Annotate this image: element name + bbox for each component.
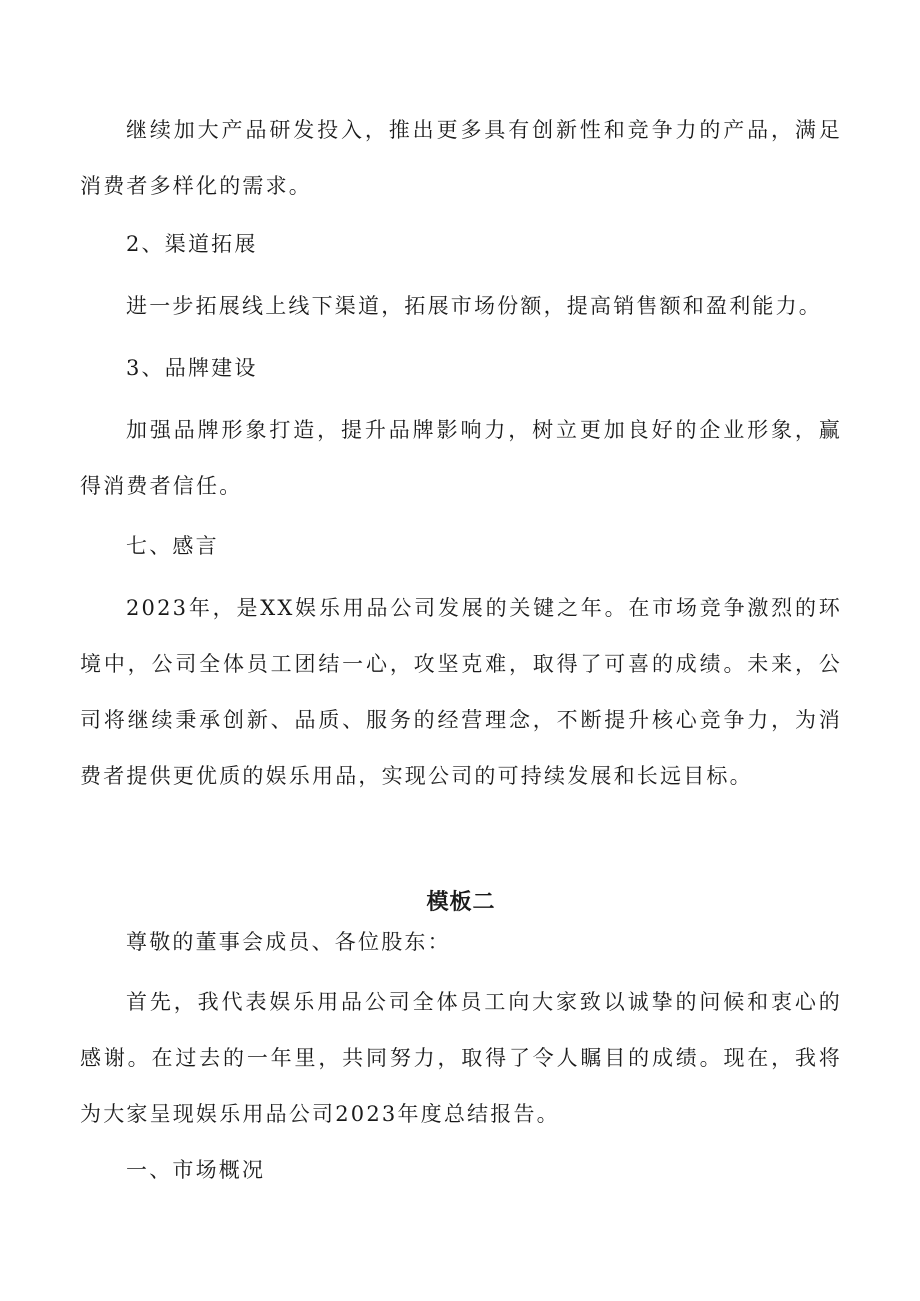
paragraph-brand-building: 加强品牌形象打造，提升品牌影响力，树立更加良好的企业形象，赢得消费者信任。	[80, 418, 842, 498]
paragraph-channel-expansion: 进一步拓展线上线下渠道，拓展市场份额，提高销售额和盈利能力。	[126, 294, 822, 318]
paragraph-product-rd: 继续加大产品研发投入，推出更多具有创新性和竞争力的产品，满足消费者多样化的需求。	[80, 118, 842, 198]
subheading-thanks: 七、感言	[126, 534, 219, 558]
salutation: 尊敬的董事会成员、各位股东：	[126, 930, 451, 954]
paragraph-intro: 首先，我代表娱乐用品公司全体员工向大家致以诚挚的问候和衷心的感谢。在过去的一年里，共同努力，取得了令人瞩目的成绩。现在，我将为大家呈现娱乐用品公司2023年度总结报告。	[80, 990, 842, 1126]
paragraph-thanks: 2023年，是XX娱乐用品公司发展的关键之年。在市场竞争激烈的环境中，公司全体员工团结一心，攻坚克难，取得了可喜的成绩。未来，公司将继续秉承创新、品质、服务的经营理念，不断提升核心竞争力，为消费者提供更优质的娱乐用品，实现公司的可持续发展和长远目标。	[80, 596, 842, 788]
section-market-overview: 一、市场概况	[126, 1158, 266, 1182]
subheading-brand-building: 3、品牌建设	[126, 356, 258, 380]
template-two-title: 模板二	[426, 890, 496, 915]
subheading-channel-expansion: 2、渠道拓展	[126, 232, 258, 256]
